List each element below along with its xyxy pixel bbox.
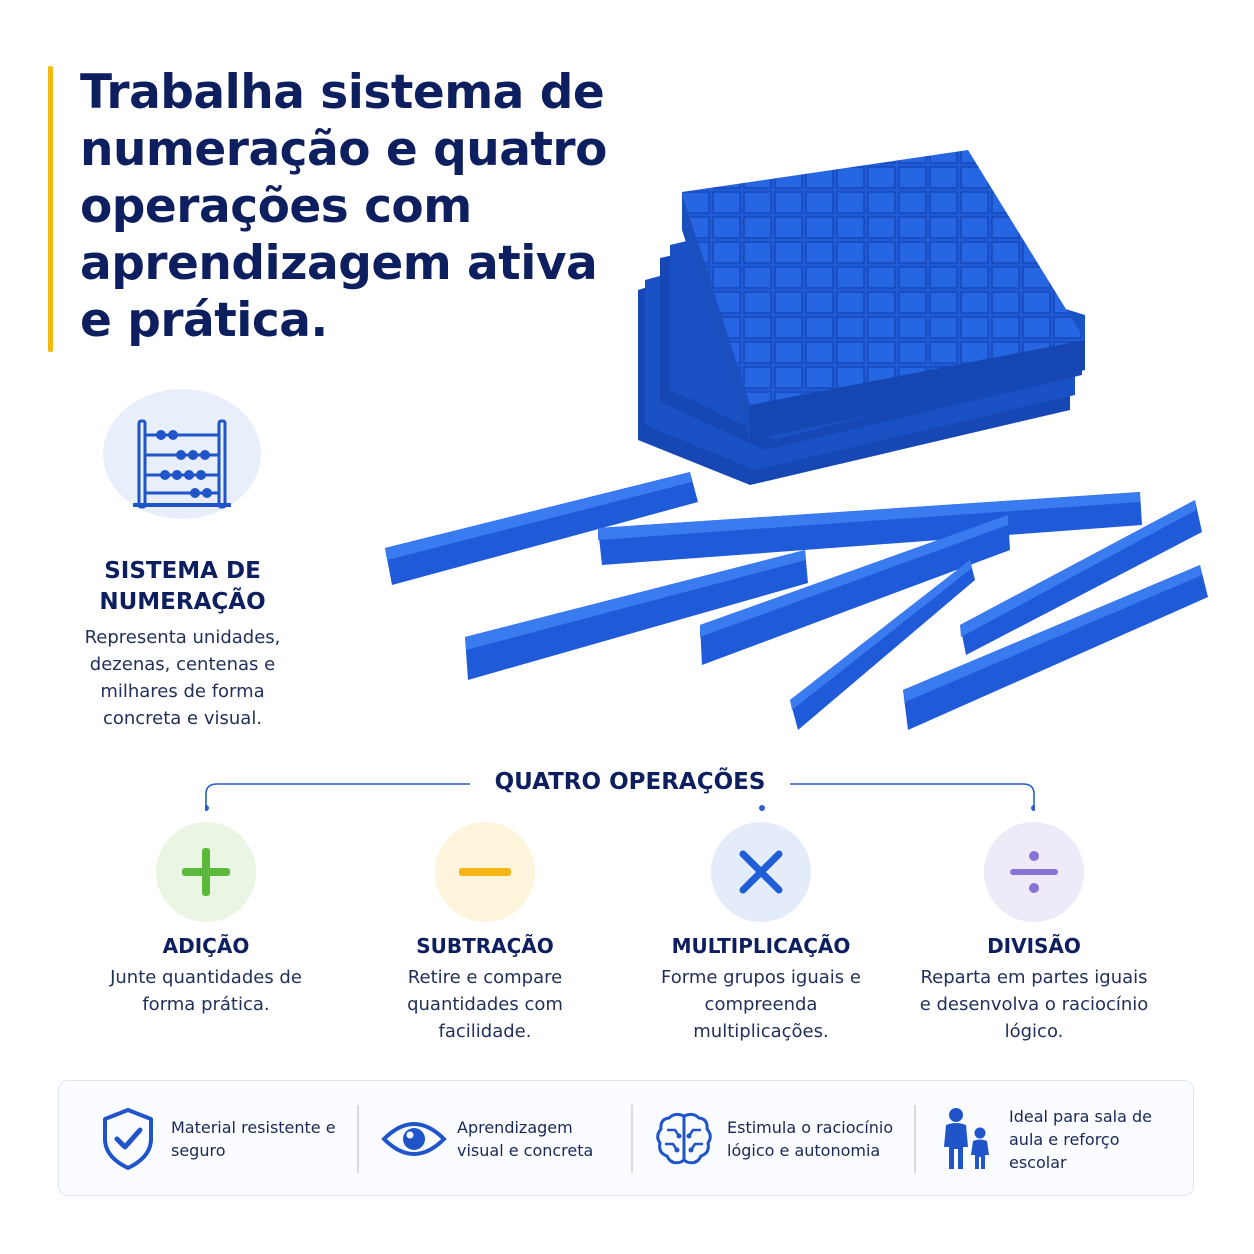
feature-logic [649, 1081, 911, 1197]
feature-visual-text: Aprendizagem visual e concreta [457, 1118, 594, 1160]
plus-icon [178, 844, 234, 900]
numeracao-title: SISTEMA DE NUMERAÇÃO [99, 558, 266, 615]
numeracao-description: Representa unidades, dezenas, centenas e milhares de forma concreta e visual. [84, 627, 281, 729]
base-ten-blocks-illustration [370, 140, 1230, 750]
minus-icon-circle [435, 822, 535, 922]
times-icon-circle [711, 822, 811, 922]
operation-addition [86, 822, 326, 1018]
operation-subtraction [365, 822, 605, 1045]
operation-division [914, 822, 1154, 1045]
rods [385, 472, 1208, 730]
feature-divider [357, 1105, 359, 1173]
abacus-icon [133, 417, 231, 509]
feature-divider [631, 1105, 633, 1173]
feature-resistant [93, 1081, 355, 1197]
addition-description: Junte quantidades de forma prática. [110, 967, 302, 1015]
feature-school [931, 1081, 1181, 1197]
flat-stack [638, 150, 1085, 485]
multiplication-description: Forme grupos iguais e compreenda multiplicações. [661, 967, 861, 1042]
adult-child-icon [936, 1107, 996, 1171]
division-description: Reparta em partes iguais e desenvolva o raciocínio lógico. [919, 967, 1149, 1042]
brain-icon [655, 1110, 713, 1168]
operations-title: QUATRO OPERAÇÕES [470, 766, 790, 798]
feature-school-text: Ideal para sala de aula e reforço escolar [1009, 1106, 1152, 1172]
times-icon [733, 844, 789, 900]
shield-check-icon [101, 1107, 155, 1171]
multiplication-title: MULTIPLICAÇÃO [671, 934, 851, 958]
operation-multiplication [641, 822, 881, 1045]
feature-logic-text: Estimula o raciocínio lógico e autonomia [727, 1118, 894, 1160]
feature-visual [379, 1081, 629, 1197]
divide-icon-circle [984, 822, 1084, 922]
eye-icon [381, 1117, 447, 1161]
divide-icon [1006, 844, 1062, 900]
plus-icon-circle [156, 822, 256, 922]
addition-title: ADIÇÃO [162, 934, 250, 958]
abacus-icon-circle [103, 389, 261, 519]
feature-resistant-text: Material resistente e seguro [171, 1118, 336, 1160]
headline-accent-bar [48, 66, 53, 352]
minus-icon [457, 844, 513, 900]
headline: Trabalha sistema de numeração e quatro operações com aprendizagem ativa e prática. [80, 65, 607, 348]
subtraction-title: SUBTRAÇÃO [416, 934, 554, 958]
subtraction-description: Retire e compare quantidades com facilidade. [407, 967, 563, 1042]
features-bar [58, 1080, 1194, 1196]
division-title: DIVISÃO [987, 934, 1081, 958]
feature-divider [914, 1105, 916, 1173]
